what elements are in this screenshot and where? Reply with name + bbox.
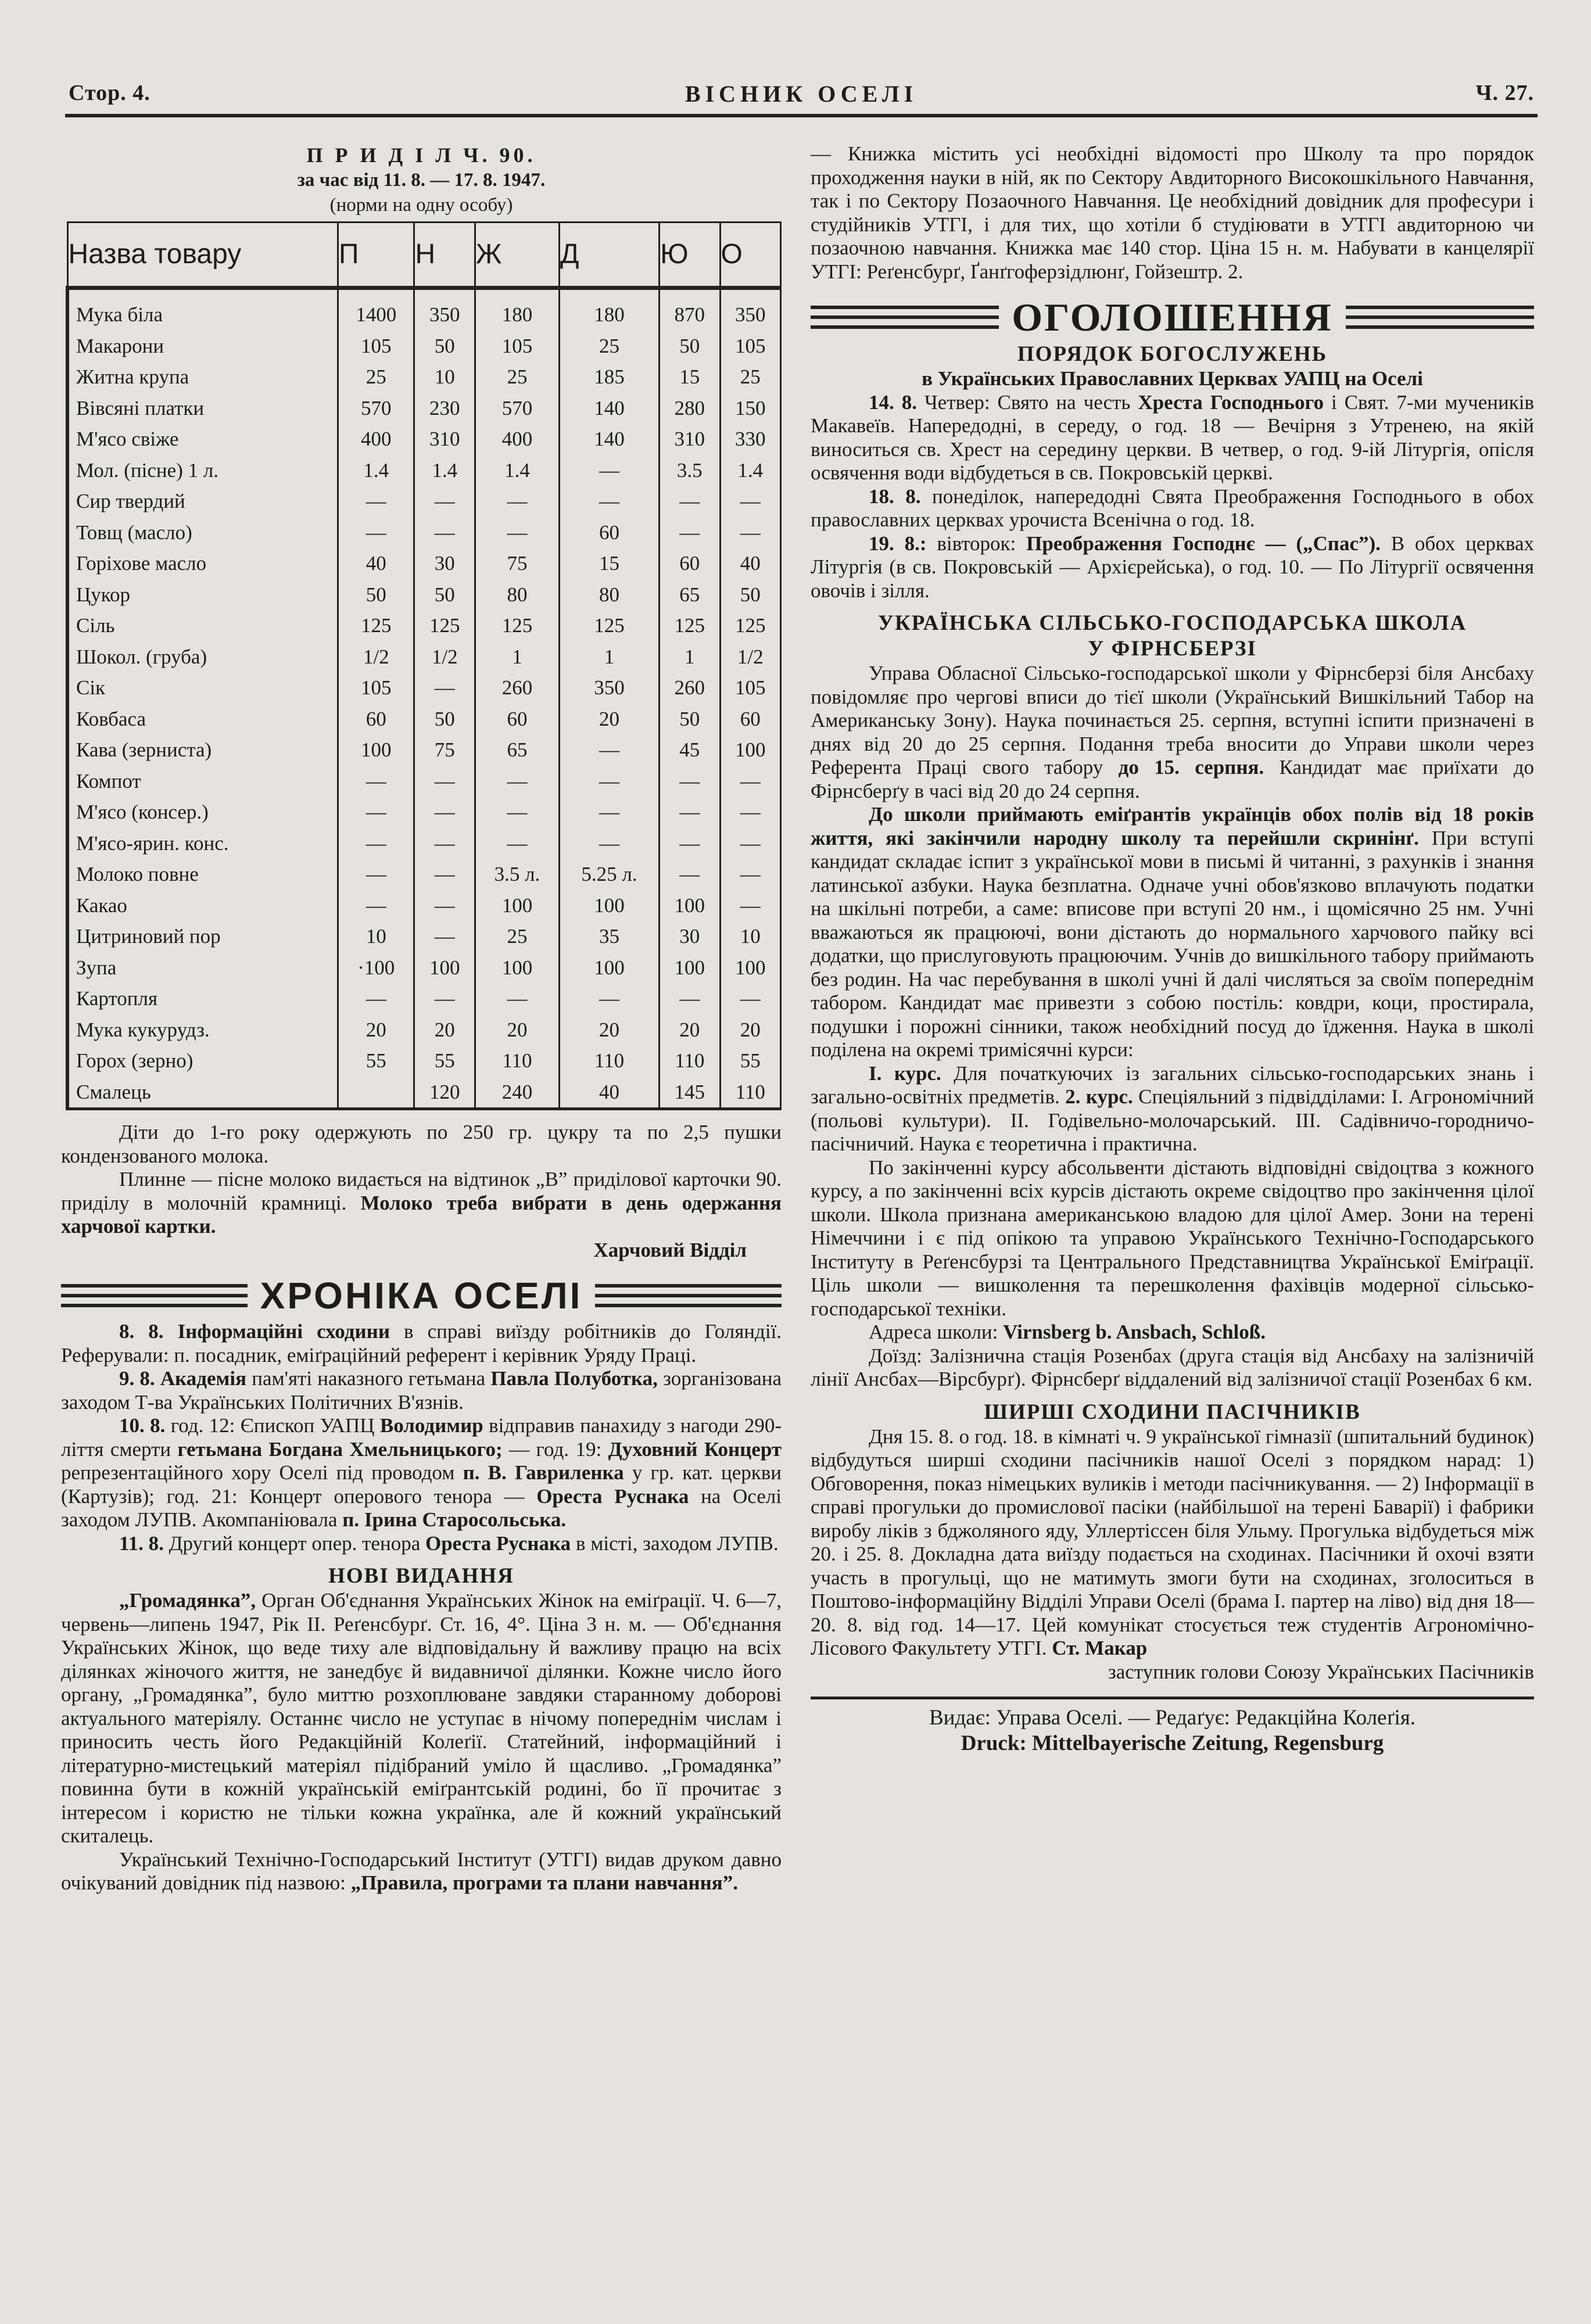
- ration-amount: —: [414, 766, 475, 797]
- ration-row: [67, 952, 781, 984]
- product-name: Сіль: [67, 610, 338, 641]
- ration-amount: 75: [475, 548, 559, 579]
- service-entry: 14. 8. Четвер: Свято на честь Хреста Господнього і Свят. 7-ми мучеників Макавеїв. Напередодні, в середу, о год. 18 — Вечірня з Утренею, на якій виноситься св. Хрест на середину церкви. В четвер, о год. 9-ій Літургія, опісля освячення води відбудеться в св. Покровській церкві.: [811, 390, 1535, 484]
- ration-amount: 280: [660, 393, 720, 424]
- ration-amount: 3.5 л.: [475, 859, 559, 890]
- issue-number: Ч. 27.: [1475, 81, 1534, 105]
- ration-amount: —: [660, 797, 720, 828]
- ration-amount: —: [475, 486, 559, 517]
- product-name: Зупа: [67, 952, 338, 984]
- right-column: [811, 142, 1534, 1756]
- ration-amount: —: [414, 983, 475, 1014]
- ration-amount: 25: [338, 361, 414, 393]
- product-name: М'ясо (консер.): [67, 797, 338, 828]
- ration-amount: 105: [720, 672, 780, 704]
- ration-amount: 45: [660, 734, 720, 766]
- ration-table-header: [67, 223, 781, 288]
- ration-amount: 20: [338, 1014, 414, 1046]
- ration-amount: 180: [559, 288, 659, 331]
- page-header: [69, 80, 1534, 117]
- ration-amount: 80: [475, 579, 559, 611]
- ration-amount: 60: [559, 517, 659, 548]
- chronicle-banner: [61, 1275, 782, 1317]
- ration-amount: 100: [414, 952, 475, 984]
- ration-amount: 25: [559, 331, 659, 362]
- ration-row: [67, 486, 781, 517]
- ration-row: [67, 734, 781, 766]
- product-name: Сік: [67, 672, 338, 704]
- school-directions: Доїзд: Залізнична стація Розенбах (друга стація від Ансбаху на залізничій лінії Ансбах—Вірсбурґ). Фірнсберґ віддалений від залізничої стації Розенбах 6 км.: [811, 1344, 1534, 1390]
- banner-rule-left: [61, 1284, 248, 1307]
- product-name: Цукор: [67, 579, 338, 611]
- column-header-category: Ю: [660, 223, 720, 288]
- ration-row: [67, 393, 781, 424]
- ration-amount: —: [559, 734, 659, 766]
- ration-table: [66, 221, 782, 1110]
- ration-amount: 3.5: [660, 455, 720, 486]
- ration-amount: 60: [475, 704, 559, 735]
- ration-amount: 570: [475, 393, 559, 424]
- ration-amount: 1/2: [338, 641, 414, 673]
- ration-amount: 140: [559, 393, 659, 424]
- left-column: [61, 142, 782, 1895]
- ration-amount: 1.4: [720, 455, 780, 486]
- ration-amount: 145: [660, 1077, 720, 1109]
- ration-amount: 1400: [338, 288, 414, 331]
- ration-amount: —: [414, 859, 475, 890]
- ration-amount: 870: [660, 288, 720, 331]
- ration-amount: 40: [559, 1077, 659, 1109]
- ration-amount: 180: [475, 288, 559, 331]
- publication-utgi-continued: — Книжка містить усі необхідні відомості про Школу та про порядок проходження науки в ній, як по Сектору Авдиторного Високошкільного Навчання, так і по Сектору Позаочного Навчання. Це необхідний довідник для професури і студійників УТГІ, і для тих, що хотіли б студіювати в УТГІ авдиторною чи позаочною навчання. Книжка має 140 стор. Ціна 15 н. м. Набувати в канцелярії УТГІ: Реґенсбурґ, Ґанґгоферзідлюнґ, Гойзештр. 2.: [811, 142, 1534, 283]
- product-name: Шокол. (груба): [67, 641, 338, 673]
- ration-amount: —: [338, 890, 414, 921]
- ration-amount: 1.4: [338, 455, 414, 486]
- ration-amount: 350: [559, 672, 659, 704]
- ration-row: [67, 828, 781, 859]
- ration-amount: 60: [720, 704, 780, 735]
- ration-amount: 60: [660, 548, 720, 579]
- chronicle-entry: 8. 8. Інформаційні сходини в справі виїзду робітників до Голяндії. Реферували: п. посадник, еміґраційний референт і керівник Уряду Праці.: [61, 1320, 782, 1367]
- ration-amount: —: [338, 859, 414, 890]
- ration-amount: —: [414, 486, 475, 517]
- ration-row: [67, 1077, 781, 1109]
- ration-amount: 350: [720, 288, 780, 331]
- ration-amount: —: [475, 517, 559, 548]
- ration-amount: —: [660, 859, 720, 890]
- ration-amount: 1: [660, 641, 720, 673]
- ration-amount: —: [660, 517, 720, 548]
- ration-amount: ·100: [338, 952, 414, 984]
- ration-period: за час від 11. 8. — 17. 8. 1947.: [297, 170, 546, 191]
- column-header-category: Ж: [475, 223, 559, 288]
- ration-amount: —: [414, 828, 475, 859]
- ration-row: [67, 1014, 781, 1046]
- ration-amount: 50: [720, 579, 780, 611]
- imprint-printer: Druck: Mittelbayerische Zeitung, Regensburg: [961, 1731, 1384, 1755]
- ration-amount: 55: [414, 1045, 475, 1077]
- ration-amount: 10: [720, 921, 780, 952]
- product-name: Смалець: [67, 1077, 338, 1109]
- ration-amount: 125: [475, 610, 559, 641]
- product-name: Компот: [67, 766, 338, 797]
- ration-amount: 75: [414, 734, 475, 766]
- ration-row: [67, 517, 781, 548]
- ration-signature: Харчовий Відділ: [593, 1238, 747, 1261]
- product-name: Горох (зерно): [67, 1045, 338, 1077]
- ration-amount: —: [338, 828, 414, 859]
- ration-amount: 55: [338, 1045, 414, 1077]
- product-name: Кава (зерниста): [67, 734, 338, 766]
- ration-amount: 1.4: [414, 455, 475, 486]
- chronicle-entry: 10. 8. год. 12: Єпископ УАПЦ Володимир відправив панахиду з нагоди 290-ліття смерти гетьмана Богдана Хмельницького; — год. 19: Духовний Концерт репрезентаційного хору Оселі під проводом п. В. Гавриленка у гр. кат. церкви (Картузів); год. 21: Концерт оперового тенора — Ореста Руснака на Оселі заходом ЛУПВ. Акомпаніювала п. Ірина Старосольська.: [61, 1414, 782, 1531]
- chronicle-title: ХРОНІКА ОСЕЛІ: [260, 1274, 583, 1317]
- ration-amount: 35: [559, 921, 659, 952]
- product-name: Мука біла: [67, 288, 338, 331]
- ration-amount: 50: [338, 579, 414, 611]
- product-name: Житна крупа: [67, 361, 338, 393]
- ration-amount: 65: [475, 734, 559, 766]
- ration-row: [67, 921, 781, 952]
- ration-amount: 50: [414, 331, 475, 362]
- ration-amount: 25: [475, 361, 559, 393]
- ration-amount: 230: [414, 393, 475, 424]
- beekeepers-paragraph: Дня 15. 8. о год. 18. в кімнаті ч. 9 української гімназії (шпитальний будинок) відбудуться ширші сходини пасічників нашої Оселі з порядком нарад: 1) Обговорення, показ німецьких вуликів і методи пасічникування. — 2) Інформації в справі прогульки до промислової пасіки (найбільшої на терені Баварії) і фабрики виробу ліків з бджоляного яду, Уллертіссен біля Ульму. Прогулька відбудеться між 20. і 25. 8. Докладна дата виїзду подається на сходинах. Пасічники й охочі взяти участь в прогульці, що не матимуть змоги бути на сходинах, зголоситься в Поштово-інформаційну Відділі Управи Оселі (брама I. партер на ліво) від дня 18—20. 8. від год. 14—17. Цей комунікат стосується теж студентів Агрономічно-Лісового Факультету УТГІ. Ст. Макар: [811, 1425, 1534, 1659]
- ration-amount: 1: [475, 641, 559, 673]
- ration-amount: 120: [414, 1077, 475, 1109]
- ration-amount: —: [720, 517, 780, 548]
- ration-amount: —: [475, 797, 559, 828]
- ration-amount: 310: [414, 424, 475, 455]
- ration-amount: 30: [660, 921, 720, 952]
- ration-amount: 100: [660, 890, 720, 921]
- ration-amount: 140: [559, 424, 659, 455]
- ration-amount: —: [338, 486, 414, 517]
- product-name: Товщ (масло): [67, 517, 338, 548]
- column-header-category: О: [720, 223, 780, 288]
- service-entry: 18. 8. понеділок, напередодні Свята Преображення Господнього в обох православних церквах урочиста Всенічна о год. 18.: [811, 485, 1535, 531]
- ration-amount: 350: [414, 288, 475, 331]
- ration-amount: 330: [720, 424, 780, 455]
- ration-amount: —: [338, 517, 414, 548]
- product-name: Картопля: [67, 983, 338, 1014]
- ration-amount: 110: [720, 1077, 780, 1109]
- product-name: Вівсяні платки: [67, 393, 338, 424]
- school-heading: УКРАЇНСЬКА СІЛЬСЬКО-ГОСПОДАРСЬКА ШКОЛА: [877, 611, 1467, 635]
- ration-amount: 20: [660, 1014, 720, 1046]
- ration-amount: 100: [720, 952, 780, 984]
- ration-amount: 570: [338, 393, 414, 424]
- school-paragraph: I. курс. Для початкуючих із загальних сільсько-господарських знань і загально-освітніх предметів. 2. курс. Спеціяльний з підвідділами: I. Агрономічний (польові культури). II. Годівельно-молочарський. III. Садівничо-городничо-пасічничий. Наука є теоретична і практична.: [811, 1061, 1534, 1155]
- ration-amount: 100: [559, 952, 659, 984]
- product-name: Мука кукурудз.: [67, 1014, 338, 1046]
- ration-row: [67, 455, 781, 486]
- ration-amount: 260: [660, 672, 720, 704]
- header-rule: [65, 114, 1538, 117]
- ration-amount: 100: [475, 890, 559, 921]
- ration-amount: 25: [720, 361, 780, 393]
- ration-amount: 100: [338, 734, 414, 766]
- product-name: Мол. (пісне) 1 л.: [67, 455, 338, 486]
- ration-amount: 80: [559, 579, 659, 611]
- ration-amount: 105: [720, 331, 780, 362]
- imprint-publisher: Видає: Управа Оселі. — Редаґує: Редакційна Колеґія.: [929, 1706, 1416, 1730]
- column-header-category: Н: [414, 223, 475, 288]
- ration-amount: —: [559, 797, 659, 828]
- column-header-category: Д: [559, 223, 659, 288]
- ration-amount: —: [414, 890, 475, 921]
- product-name: Какао: [67, 890, 338, 921]
- ration-amount: 1/2: [720, 641, 780, 673]
- ration-amount: 150: [720, 393, 780, 424]
- ration-row: [67, 672, 781, 704]
- ration-amount: 100: [475, 952, 559, 984]
- ration-amount: 110: [660, 1045, 720, 1077]
- ration-amount: 50: [660, 331, 720, 362]
- ration-amount: 240: [475, 1077, 559, 1109]
- ration-row: [67, 797, 781, 828]
- ration-amount: 1: [559, 641, 659, 673]
- ration-row: [67, 890, 781, 921]
- ration-amount: —: [475, 983, 559, 1014]
- ration-amount: 65: [660, 579, 720, 611]
- ration-amount: —: [559, 766, 659, 797]
- ration-amount: 125: [720, 610, 780, 641]
- ration-amount: 400: [475, 424, 559, 455]
- school-address: Адреса школи: Virnsberg b. Ansbach, Schloß.: [869, 1321, 1266, 1343]
- ration-amount: 110: [475, 1045, 559, 1077]
- column-header-product: Назва товару: [67, 223, 338, 288]
- imprint-rule: [811, 1697, 1534, 1699]
- ration-amount: —: [660, 486, 720, 517]
- ration-amount: 20: [720, 1014, 780, 1046]
- ration-amount: 125: [660, 610, 720, 641]
- ration-amount: 1.4: [475, 455, 559, 486]
- product-name: М'ясо-ярин. конс.: [67, 828, 338, 859]
- ration-row: [67, 548, 781, 579]
- ration-amount: 20: [414, 1014, 475, 1046]
- school-paragraph: По закінченні курсу абсольвенти дістають відповідні свідоцтва з кожного курсу, а по закінченні всіх курсів дістають окреме свідоцтво про закінчення цілої школи. Школа признана американською владою для цілої Амер. Зони на терені Німеччини і є під опікою та управою Українського Технічно-Господарського Інституту в Реґенсбурзі та Центрального Представництва Української Еміґрації. Ціль школи — вишколення та перешколення фахівців модерної сільсько-господарської техніки.: [811, 1156, 1534, 1320]
- ration-amount: 260: [475, 672, 559, 704]
- ration-amount: 50: [660, 704, 720, 735]
- ration-row: [67, 859, 781, 890]
- ration-title: П Р И Д І Л Ч. 90.: [306, 144, 536, 167]
- ration-row: [67, 288, 781, 331]
- ration-amount: —: [720, 797, 780, 828]
- ration-amount: —: [338, 797, 414, 828]
- school-heading-location: У ФІРНСБЕРЗІ: [1088, 637, 1257, 661]
- chronicle-entry: 11. 8. Другий концерт опер. тенора Ореста Руснака в місті, заходом ЛУПВ.: [119, 1532, 779, 1555]
- ration-row: [67, 610, 781, 641]
- ration-amount: —: [720, 983, 780, 1014]
- chronicle-entry: 9. 8. Академія пам'яті наказного гетьмана Павла Полуботка, зорганізована заходом Т-ва Українських Політичних В'язнів.: [61, 1367, 782, 1414]
- ration-note: (норми на одну особу): [329, 195, 513, 216]
- publication-review: „Громадянка”, Орган Об'єднання Українських Жінок на еміґрації. Ч. 6—7, червень—липень 1947, Рік II. Реґенсбурґ. Ст. 16, 4°. Ціна 3 н. м. — Об'єднання Українських Жінок, що веде тиху але відповідальну й важливу працю на всіх ділянках жіночого життя, не занедбує й видавничої ділянки. Кожне число його органу, „Громадянка”, було миттю розхоплюване завдяки старанному доборові актуального матеріялу. Останнє число не уступає в нічому попереднім числам і приносить честь його Редакційній Колеґії. Статейний, інформаційний і літературно-мистецький матеріял підібраний уміло й щасливо. „Громадянка” повинна бути в кожній українській еміґрантській родині, бо її прочитає з інтересом і користю не тільки кожна українка, але й кожний український скиталець.: [61, 1589, 782, 1847]
- product-name: Горіхове масло: [67, 548, 338, 579]
- ration-amount: —: [720, 828, 780, 859]
- column-header-category: П: [338, 223, 414, 288]
- ration-amount: 105: [338, 331, 414, 362]
- ration-row: [67, 331, 781, 362]
- school-paragraph: До школи приймають еміґрантів українців обох полів від 18 років життя, які закінчили народну школу та перейшли скринінґ. При вступі кандидат складає іспит з української мови в письмі й читанні, з рахунків і знання латинської азбуки. Наука безплатна. Одначе учні обов'язково вплачують податки на шкільні потреби, а саме: вписове при вступі 20 нм., і щомісячно 25 нм. Учні вважаються як працюючі, вони дістають до нормального харчового пайку всі додатки, що прислуговують працюючим. Учнів до вишкільного табору приймають без родин. На час перебування в школі учні й далі числяться за своїм попереднім табором. Кандидат має привезти з собою постіль: ковдри, коци, простирала, подушки і порожні сінники, також необхідний посуд до їдження. Наука в школі поділена на окремі тримісячні курси:: [811, 803, 1535, 1061]
- ration-amount: —: [720, 486, 780, 517]
- banner-rule-left: [811, 306, 999, 329]
- ration-amount: —: [660, 766, 720, 797]
- ration-table-body: [67, 288, 781, 1109]
- ration-amount: 105: [338, 672, 414, 704]
- ration-amount: 25: [475, 921, 559, 952]
- beekeepers-signature-role: заступник голови Союзу Українських Пасічників: [1108, 1660, 1534, 1683]
- announcements-title: ОГОЛОШЕННЯ: [1012, 295, 1333, 339]
- banner-rule-right: [595, 1284, 782, 1307]
- ration-amount: 400: [338, 424, 414, 455]
- ration-row: [67, 361, 781, 393]
- ration-row: [67, 641, 781, 673]
- newspaper-title: ВІСНИК ОСЕЛІ: [685, 81, 918, 107]
- ration-amount: 105: [475, 331, 559, 362]
- ration-row: [67, 704, 781, 735]
- ration-amount: 1/2: [414, 641, 475, 673]
- ration-amount: —: [720, 766, 780, 797]
- product-name: Сир твердий: [67, 486, 338, 517]
- ration-amount: —: [414, 517, 475, 548]
- ration-amount: 100: [559, 890, 659, 921]
- ration-milk-note: Плинне — пісне молоко видається на відтинок „В” приділової карточки 90. приділу в молочній крамниці. Молоко треба вибрати в день одержання харчової картки.: [61, 1168, 782, 1238]
- page-number: Стор. 4.: [69, 81, 150, 105]
- ration-amount: 15: [660, 361, 720, 393]
- beekeepers-heading: ШИРШІ СХОДИНИ ПАСІЧНИКІВ: [984, 1400, 1361, 1424]
- ration-amount: —: [414, 797, 475, 828]
- services-heading: ПОРЯДОК БОГОСЛУЖЕНЬ: [1017, 342, 1328, 366]
- ration-amount: 40: [720, 548, 780, 579]
- product-name: Цитриновий пор: [67, 921, 338, 952]
- ration-amount: —: [720, 859, 780, 890]
- school-paragraph: Управа Обласної Сільсько-господарської школи у Фірнсберзі біля Ансбаху повідомляє про чергові вписи до тієї школи (Український Вишкільний Табор на Американську Зону). Наука починається 25. серпня, вступні іспити призначені в днях від 20 до 25 серпня. Подання треба вносити до Управи школи через Референта Праці свого табору до 15. серпня. Кандидат має приїхати до Фірнсберґу в часі від 20 до 24 серпня.: [811, 662, 1535, 802]
- announcements-banner: [811, 296, 1534, 338]
- banner-rule-right: [1346, 306, 1534, 329]
- publications-heading: НОВІ ВИДАННЯ: [328, 1564, 514, 1588]
- product-name: Молоко повне: [67, 859, 338, 890]
- ration-row: [67, 1045, 781, 1077]
- ration-amount: —: [338, 983, 414, 1014]
- ration-amount: 50: [414, 579, 475, 611]
- ration-amount: 125: [338, 610, 414, 641]
- publication-utgi: Український Технічно-Господарський Інститут (УТГІ) видав друком давно очікуваний довідник під назвою: „Правила, програми та плани навчання”.: [61, 1848, 782, 1894]
- ration-amount: —: [475, 828, 559, 859]
- ration-amount: —: [660, 828, 720, 859]
- product-name: М'ясо свіже: [67, 424, 338, 455]
- ration-amount: 100: [720, 734, 780, 766]
- ration-row: [67, 983, 781, 1014]
- ration-children-note: Діти до 1-го року одержують по 250 гр. цукру та по 2,5 пушки кондензованого молока.: [61, 1121, 782, 1167]
- ration-amount: —: [414, 921, 475, 952]
- ration-amount: —: [475, 766, 559, 797]
- ration-row: [67, 424, 781, 455]
- ration-amount: —: [559, 983, 659, 1014]
- product-name: Ковбаса: [67, 704, 338, 735]
- ration-amount: 20: [559, 704, 659, 735]
- ration-amount: —: [660, 983, 720, 1014]
- ration-amount: 10: [338, 921, 414, 952]
- ration-amount: 20: [559, 1014, 659, 1046]
- ration-amount: 10: [414, 361, 475, 393]
- ration-amount: 50: [414, 704, 475, 735]
- ration-amount: [338, 1077, 414, 1109]
- ration-amount: —: [720, 890, 780, 921]
- ration-amount: —: [559, 455, 659, 486]
- ration-amount: —: [559, 828, 659, 859]
- service-entry: 19. 8.: вівторок: Преображення Господнє — („Спас”). В обох церквах Літургія (в св. Покровській — Архієрейська), о год. 10. — По Літургії освячення овочів і зілля.: [811, 532, 1535, 602]
- ration-amount: 55: [720, 1045, 780, 1077]
- ration-row: [67, 766, 781, 797]
- ration-amount: —: [338, 766, 414, 797]
- ration-row: [67, 579, 781, 611]
- product-name: Макарони: [67, 331, 338, 362]
- ration-amount: 100: [660, 952, 720, 984]
- ration-amount: 110: [559, 1045, 659, 1077]
- ration-amount: 310: [660, 424, 720, 455]
- ration-amount: 125: [559, 610, 659, 641]
- ration-amount: 15: [559, 548, 659, 579]
- ration-amount: 125: [414, 610, 475, 641]
- ration-amount: 60: [338, 704, 414, 735]
- services-subheading: в Українських Православних Церквах УАПЦ на Оселі: [922, 367, 1423, 390]
- ration-amount: —: [559, 486, 659, 517]
- ration-amount: 30: [414, 548, 475, 579]
- ration-amount: 185: [559, 361, 659, 393]
- ration-amount: 5.25 л.: [559, 859, 659, 890]
- ration-amount: 40: [338, 548, 414, 579]
- ration-amount: 20: [475, 1014, 559, 1046]
- ration-amount: —: [414, 672, 475, 704]
